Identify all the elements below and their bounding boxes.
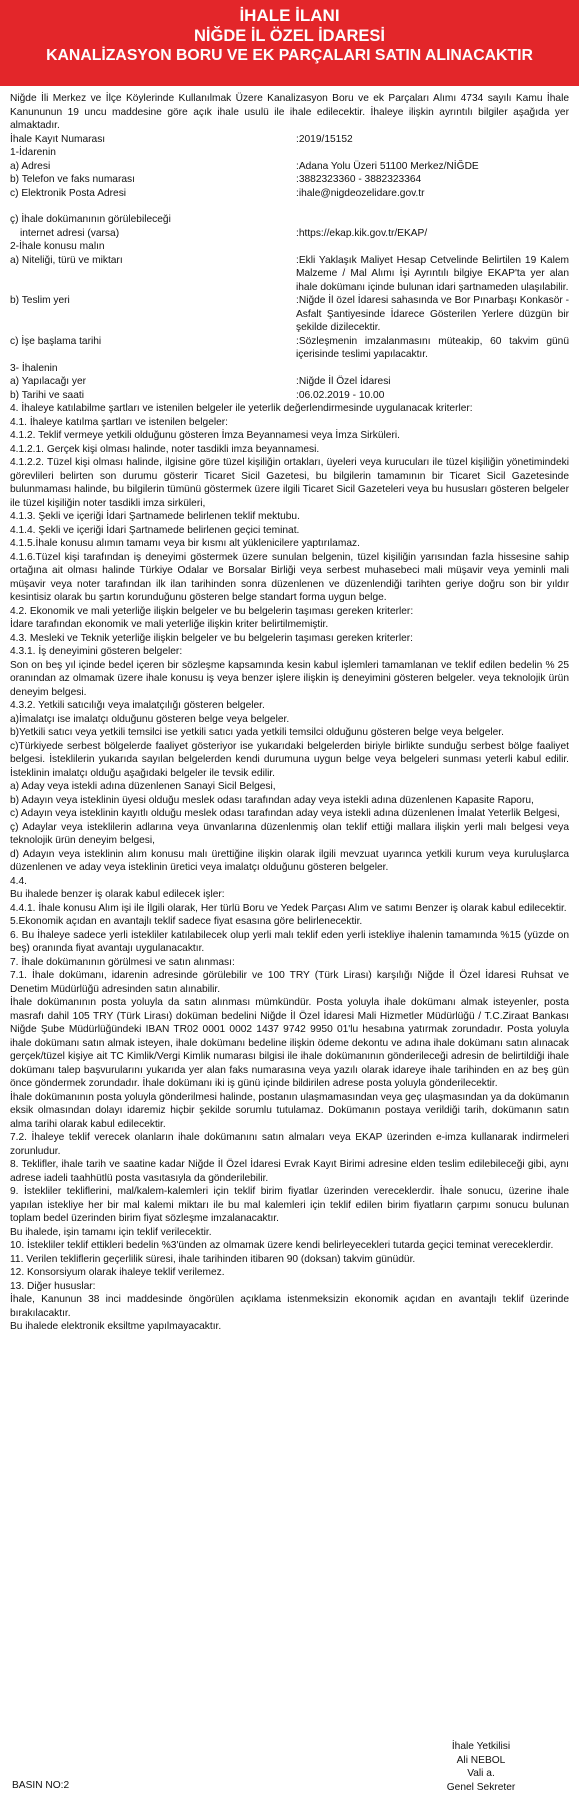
condition-paragraph: 4.3.1. İş deneyimini gösteren belgeler:: [10, 646, 183, 657]
condition-paragraph: 5.Ekonomik açıdan en avantajlı teklif sadece fiyat esasına göre belirlenecektir.: [10, 916, 363, 927]
registration-value: :2019/15152: [296, 133, 353, 145]
condition-paragraph: 6. Bu İhaleye sadece yerli istekliler katılabilecek olup yerli malı teklif eden yerli istekliye ihalenin tamamında %15 (yüzde on beş) oranında fiyat avantajı uygulanacaktır.: [10, 929, 569, 954]
condition-paragraph: 4.1.2.2. Tüzel kişi olması halinde, ilgisine göre tüzel kişiliğin ortakları, üyeleri veya kurucuları ile tüzel kişiliğin yönetimindeki görevlileri belirten son durumu gösterir Ticaret Sicil Gazetesi, bu bilgilerin tamamının bir Ticaret Sicil Gazetesinde bulunmaması halinde, bu bilgilerin tümünü göstermek üzere ilgili Ticaret Sicil Gazeteleri veya bu hususları gösteren belgeler ile tüzel kişiliğin noter tasdikli imza sirküleri,: [10, 457, 569, 509]
signature-title: İhale Yetkilisi: [451, 1741, 511, 1752]
delivery-row: [10, 294, 569, 335]
condition-paragraph: d) Adayın veya isteklinin alım konusu malı ürettiğine ilişkin olarak ilgili mevzuat uyarınca yetkili kurum veya kuruluşlarca düzenlenen ve aday veya isteklinin üretici veya imalatçı olduğunu gösteren belgeler.: [10, 848, 569, 873]
condition-paragraph: b)Yetkili satıcı veya yetkili temsilci ise yetkili satıcı yada yetkili temsilci olduğunu gösteren belge veya belgeler.: [10, 727, 504, 738]
signature-name: Ali NEBOL: [456, 1754, 506, 1766]
conditions-section: [10, 402, 569, 1334]
start-date-row: [10, 335, 569, 362]
announcement-body: [10, 92, 569, 1334]
venue-label: a) Yapılacağı yer: [10, 376, 87, 387]
registration-label: İhale Kayıt Numarası: [10, 133, 106, 145]
nature-value: :Ekli Yaklaşık Maliyet Hesap Cetvelinde Belirtilen 19 Kalem Malzeme / Mal Alımı İşi Ayrıntılı bilgiye EKAP'ta yer alan ihale dokümanı içinde bulunan idari şartnameden ulaşılabilir.: [296, 254, 569, 293]
email-label: c) Elektronik Posta Adresi: [10, 187, 127, 199]
condition-paragraph: 4.1.2.1. Gerçek kişi olması halinde, noter tasdikli imza beyannamesi.: [10, 443, 320, 455]
datetime-row: [10, 389, 569, 403]
condition-paragraph: 11. Verilen tekliflerin geçerlilik süresi, ihale tarihinden itibaren 90 (doksan) takvim günüdür.: [10, 1253, 416, 1265]
document-url-label-2: internet adresi (varsa): [20, 227, 120, 239]
condition-paragraph: 10. İstekliler teklif ettikleri bedelin %3'ünden az olmamak üzere kendi belirleyecekleri tutarda geçici teminat vereceklerdir.: [10, 1240, 554, 1251]
condition-paragraph: 7.2. İhaleye teklif verecek olanların ihale dokümanını satın almaları veya EKAP üzerinden e-imza kullanarak indirmeleri zorunludur.: [10, 1132, 569, 1157]
delivery-label: b) Teslim yeri: [10, 295, 70, 306]
condition-paragraph: 4. İhaleye katılabilme şartları ve istenilen belgeler ile yeterlik değerlendirmesinde uygulanacak kriterler:: [10, 403, 473, 414]
phone-row: [10, 173, 569, 187]
condition-paragraph: 4.4.: [10, 875, 27, 887]
datetime-value: :06.02.2019 - 10.00: [296, 389, 385, 401]
condition-paragraph: 4.1.2. Teklif vermeye yetkili olduğunu gösteren İmza Beyannamesi veya İmza Sirküleri.: [10, 430, 400, 441]
condition-paragraph: 4.1.4. Şekli ve içeriği İdari Şartnamede belirlenen geçici teminat.: [10, 524, 300, 536]
condition-paragraph: a) Aday veya istekli adına düzenlenen Sanayi Sicil Belgesi,: [10, 781, 276, 792]
address-label: a) Adresi: [10, 160, 51, 172]
condition-paragraph: İhale dokümanının posta yoluyla gönderilmesi halinde, postanın ulaşmamasından veya geç ulaşmasından ya da dokümanın eksik olmasından dolayı idaremiz hiçbir şekilde sorumlu tutulamaz. Dokümanın postaya verildiği tarih, dokümanın satın alma tarihi olarak kabul edilecektir.: [10, 1091, 569, 1130]
condition-paragraph: 4.1.6.Tüzel kişi tarafından iş deneyimi göstermek üzere sunulan belgenin, tüzel kişiliğin yarısından fazla hissesine sahip ortağına ait olması halinde Türkiye Odalar ve Borsalar Birliği veya serbest muhasebeci mali müşavir veya yeminli mali müşavir veya noter tarafından ilk ilan tarihinden sonra düzenlenen ve düzenlendiği tarihten geriye doğru son bir yıldır kesintisiz olarak bu şartın korunduğunu gösteren belge standart forma uygun belge.: [10, 551, 569, 603]
start-date-value: :Sözleşmenin imzalanmasını müteakip, 60 takvim günü içerisinde teslimi yapılacaktır.: [296, 335, 569, 360]
start-date-label: c) İşe başlama tarihi: [10, 335, 102, 347]
address-value: :Adana Yolu Üzeri 51100 Merkez/NİĞDE: [296, 160, 479, 172]
condition-paragraph: 12. Konsorsiyum olarak ihaleye teklif verilemez.: [10, 1267, 225, 1278]
condition-paragraph: 8. Teklifler, ihale tarih ve saatine kadar Niğde İl Özel İdaresi Evrak Kayıt Birimi adresine elden teslim edilebileceği gibi, aynı adrese iadeli taahhütlü posta vasıtasıyla da gönderilebilir.: [10, 1159, 569, 1184]
administration-heading: 1-İdarenin: [10, 147, 56, 158]
document-url-label-1: ç) İhale dokümanının görülebileceği: [10, 214, 171, 225]
condition-paragraph: Bu ihalede elektronik eksiltme yapılmayacaktır.: [10, 1321, 222, 1332]
condition-paragraph: c)Türkiyede serbest bölgelerde faaliyet gösteriyor ise yukarıdaki belgelerden biriyle birlikte sunduğu serbest bölge faaliyet belgesi. İsteklilerin yukarıda sayılan belgelerden kendi durumuna uygun belge veya belgeleri sunması yeterli kabul edilir. İsteklinin imalatçı olduğu aşağıdaki belgeler ile tevsik edilir.: [10, 740, 569, 779]
condition-paragraph: c) Adayın veya isteklinin kayıtlı olduğu meslek odası tarafından aday veya istekli adına düzenlenen İmalat Yeterlik Belgesi,: [10, 808, 560, 819]
document-url-row: [10, 227, 569, 241]
registration-row: [10, 133, 569, 147]
document-url-value: :https://ekap.kik.gov.tr/EKAP/: [296, 227, 428, 239]
email-value: :ihale@nigdeozelidare.gov.tr: [296, 187, 425, 199]
condition-paragraph: 13. Diğer hususlar:: [10, 1280, 96, 1292]
condition-paragraph: 7.1. İhale dokümanı, idarenin adresinde görülebilir ve 100 TRY (Türk Lirası) karşılığı Niğde İl Özel İdaresi Ruhsat ve Denetim Müdürlüğü adresinden satın alınabilir.: [10, 970, 569, 995]
goods-heading: 2-İhale konusu malın: [10, 241, 105, 252]
nature-label: a) Niteliği, türü ve miktarı: [10, 254, 123, 266]
condition-paragraph: 4.3.2. Yetkili satıcılığı veya imalatçılığı gösteren belgeler.: [10, 700, 265, 711]
signature-position: Genel Sekreter: [446, 1781, 516, 1793]
header-title: İHALE İLANI: [239, 6, 340, 25]
condition-paragraph: b) Adayın veya isteklinin üyesi olduğu meslek odası tarafından aday veya istekli adına düzenlenen Kapasite Raporu,: [10, 794, 534, 806]
nature-row: [10, 254, 569, 295]
condition-paragraph: İhale dokümanının posta yoluyla da satın alınması mümkündür. Posta yoluyla ihale dokümanı almak isteyenler, posta masrafı dahil 105 TRY (Türk Lirası) doküman bedelini Niğde İl Özel İdaresi Mali Hizmetler Müdürlüğü / T.C.Ziraat Bankası Niğde Şube Müdürlüğündeki IBAN TR02 0001 0002 1437 9742 9950 01'lu hesabına yatırmak zorundadır. Posta yoluyla ihale dokümanı satın almak isteyen, ihale dokümanı bedeline ilişkin ödeme dekontu ve adına ihale dokümanı satın alınacak gerçek/tüzel kişiye ait TC Kimlik/Vergi Kimlik numarası bilgisi ile ihale dokümanının gönderileceği adresin de belirtildiği ihale dokümanı talep başvurularını yukarıda yer alan faks numarasına veya yazılı olarak idareye ihale tarihinden en az beş gün önce göndermek zorundadır. İhale dokümanı iki iş günü içinde bildirilen adrese posta yoluyla gönderilecektir.: [10, 997, 569, 1089]
condition-paragraph: a)İmalatçı ise imalatçı olduğunu gösteren belge veya belgeler.: [10, 713, 290, 725]
email-row: [10, 187, 569, 201]
condition-paragraph: İhale, Kanunun 38 inci maddesinde öngörülen açıklama istenmeksizin ekonomik açıdan en avantajlı teklif üzerinde bırakılacaktır.: [10, 1294, 569, 1319]
condition-paragraph: 4.2. Ekonomik ve mali yeterliğe ilişkin belgeler ve bu belgelerin taşıması gereken kriterler:: [10, 605, 414, 617]
condition-paragraph: Son on beş yıl içinde bedel içeren bir sözleşme kapsamında kesin kabul işlemleri tamamlanan ve teklif edilen bedelin % 25 oranından az olmamak üzere ihale konusu iş veya benzer işlere ilişkin iş deneyimini gösteren belgeler. veya teknolojik ürün deneyim belgesi.: [10, 659, 569, 698]
condition-paragraph: 4.4.1. İhale konusu Alım işi ile İlgili olarak, Her türlü Boru ve Yedek Parçası Alım ve satımı Benzer iş olarak kabul edilecektir.: [10, 902, 567, 914]
condition-paragraph: Bu ihalede, işin tamamı için teklif verilecektir.: [10, 1226, 212, 1238]
condition-paragraph: 9. İstekliler tekliflerini, mal/kalem-kalemleri için teklif birim fiyatlar üzerinden vereceklerdir. İhale sonucu, üzerine ihale yapılan istekliye her bir mal kalemi miktarı ile bu mal kalemleri için teklif edilen birim fiyatların çarpımı sonucu bulunan toplam bedel üzerinden birim fiyat sözleşme imzalanacaktır.: [10, 1186, 569, 1224]
announcement-header: [0, 0, 579, 86]
tender-heading: 3- İhalenin: [10, 362, 58, 374]
condition-paragraph: ç) Adaylar veya isteklilerin adlarına veya ünvanlarına düzenlenmiş olan teklif ettiği mallara ilişkin yerli malı belgesi veya teknolojik ürün deneyim belgesi,: [10, 821, 569, 846]
condition-paragraph: 4.1.3. Şekli ve içeriği İdari Şartnamede belirlenen teklif mektubu.: [10, 511, 300, 522]
signature-role: Vali a.: [467, 1768, 495, 1779]
phone-value: :3882323360 - 3882323364: [296, 174, 422, 185]
header-subject: KANALİZASYON BORU VE EK PARÇALARI SATIN ALINACAKTIR: [46, 47, 533, 64]
venue-row: [10, 375, 569, 389]
condition-paragraph: 4.1.5.İhale konusu alımın tamamı veya bir kısmı alt yüklenicilere yaptırılamaz.: [10, 538, 360, 549]
press-number: BASIN NO:2: [12, 1780, 70, 1791]
delivery-value: :Niğde İl özel İdaresi sahasında ve Bor Pınarbaşı Konkasör - Asfalt Şantiyesinde İdarece Gösterilen Yerlere düzgün bir şekilde dizilecektir.: [296, 295, 569, 333]
address-row: [10, 160, 569, 174]
phone-label: b) Telefon ve faks numarası: [10, 174, 135, 185]
condition-paragraph: 4.1. İhaleye katılma şartları ve istenilen belgeler:: [10, 416, 229, 428]
condition-paragraph: 7. İhale dokümanının görülmesi ve satın alınması:: [10, 956, 235, 968]
header-institution: NİĞDE İL ÖZEL İDARESİ: [194, 27, 385, 45]
condition-paragraph: 4.3. Mesleki ve Teknik yeterliğe ilişkin belgeler ve bu belgelerin taşıması gereken kriterler:: [10, 632, 413, 644]
datetime-label: b) Tarihi ve saati: [10, 389, 84, 401]
condition-paragraph: İdare tarafından ekonomik ve mali yeterliğe ilişkin kriter belirtilmemiştir.: [10, 619, 329, 630]
venue-value: :Niğde İl Özel İdaresi: [296, 376, 391, 387]
signature-block: [411, 1740, 551, 1794]
intro-paragraph: Niğde İli Merkez ve İlçe Köylerinde Kullanılmak Üzere Kanalizasyon Boru ve ek Parçaları Alımı 4734 sayılı Kamu İhale Kanununun 19 uncu maddesine göre açık ihale usulü ile ihale edilecektir. İhaleye ilişkin ayrıntılı bilgiler aşağıda yer almaktadır.: [10, 93, 569, 131]
condition-paragraph: Bu ihalede benzer iş olarak kabul edilecek işler:: [10, 889, 225, 900]
